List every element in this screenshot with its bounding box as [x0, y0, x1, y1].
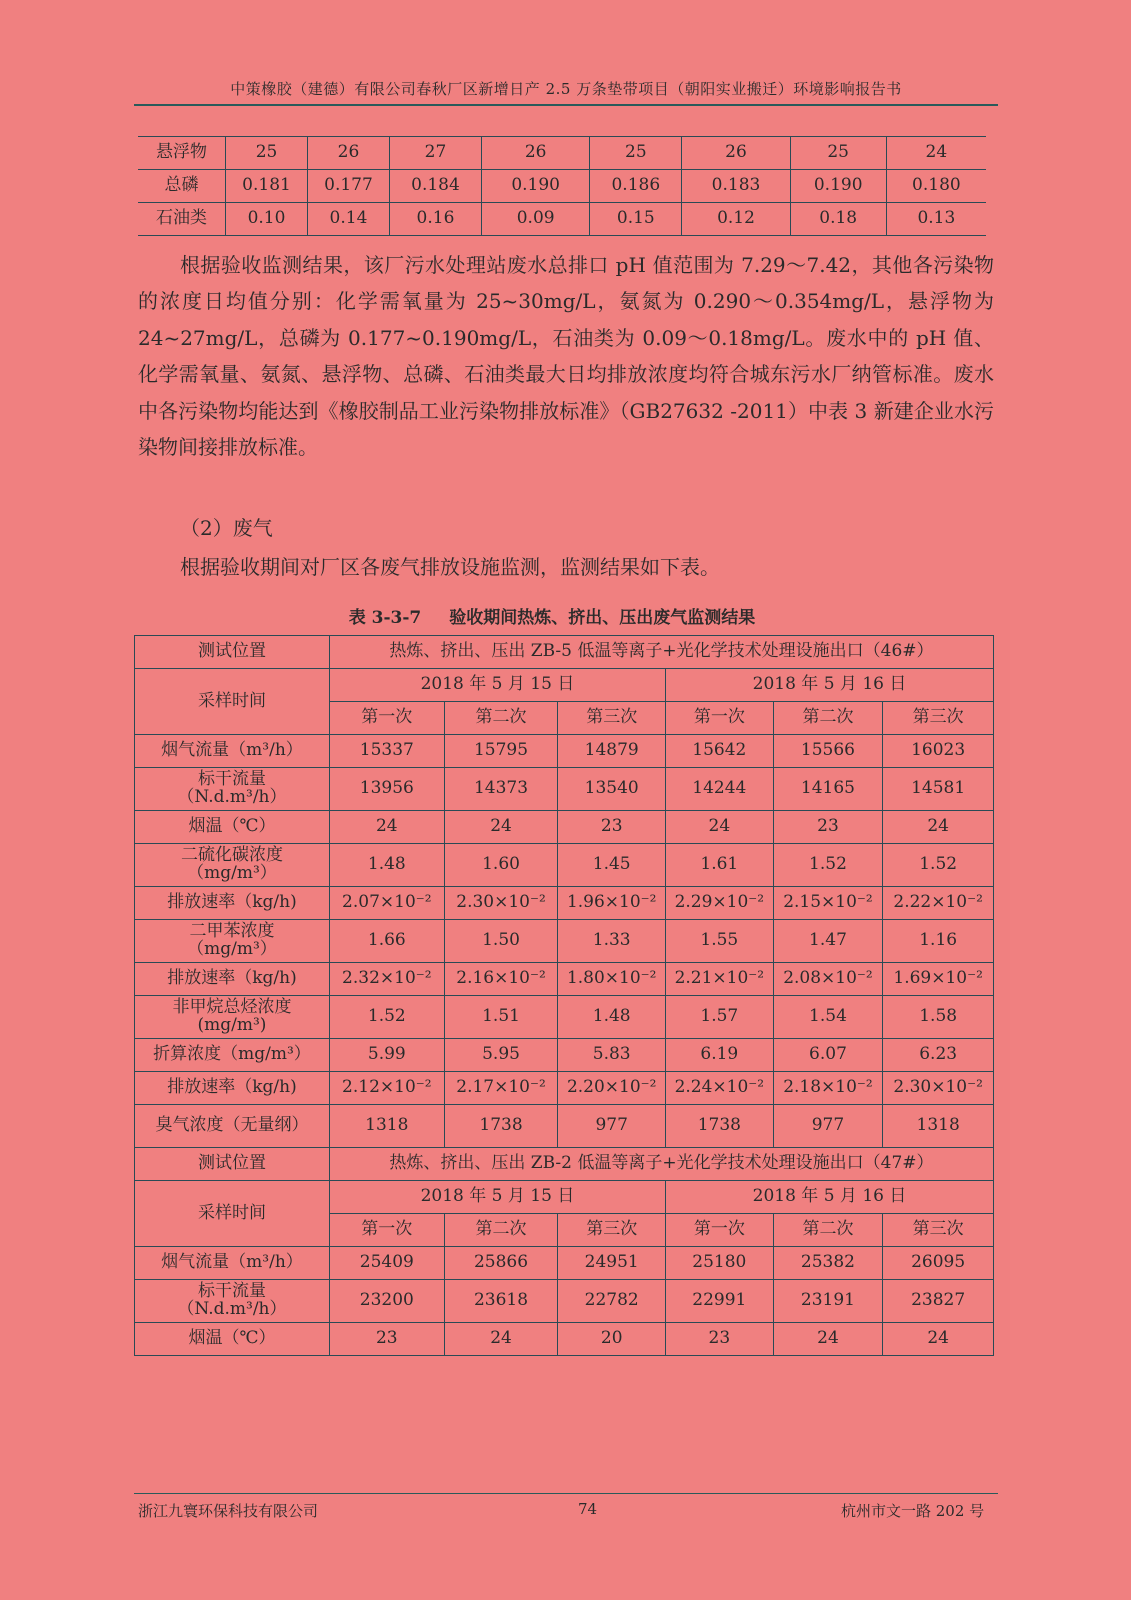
table-cell: 0.16	[389, 203, 481, 236]
table-cell: 20	[558, 1323, 666, 1356]
table-cell: 24	[886, 137, 986, 170]
row-label: 排放速率（kg/h)	[135, 1072, 330, 1105]
location-value: 热炼、挤出、压出 ZB-5 低温等离子+光化学技术处理设施出口（46#）	[329, 636, 993, 669]
table-cell: 977	[558, 1105, 666, 1148]
table-cell: 13540	[558, 768, 666, 811]
table-cell: 1.61	[666, 844, 774, 887]
table-cell: 1.51	[444, 996, 558, 1039]
row-label: 标干流量（N.d.m³/h）	[135, 1280, 330, 1323]
table-cell: 26095	[883, 1247, 994, 1280]
row-label: 总磷	[138, 170, 226, 203]
table-cell: 26	[307, 137, 389, 170]
row-label: 烟温（℃）	[135, 811, 330, 844]
run-header: 第三次	[558, 1214, 666, 1247]
header-rule	[134, 104, 998, 106]
table-row	[135, 920, 994, 963]
table-cell: 24	[666, 811, 774, 844]
table-cell: 1.66	[329, 920, 444, 963]
table-cell: 24	[444, 811, 558, 844]
table-cell: 25180	[666, 1247, 774, 1280]
table-row	[135, 996, 994, 1039]
table-cell: 2.08×10⁻²	[773, 963, 883, 996]
run-header: 第一次	[329, 702, 444, 735]
location-label: 测试位置	[135, 1148, 330, 1181]
table-cell: 2.07×10⁻²	[329, 887, 444, 920]
table-cell: 1.50	[444, 920, 558, 963]
table-cell: 26	[682, 137, 790, 170]
table-cell: 1.96×10⁻²	[558, 887, 666, 920]
table-cell: 977	[773, 1105, 883, 1148]
table-cell: 26	[482, 137, 590, 170]
table-row	[135, 887, 994, 920]
date-header: 2018 年 5 月 15 日	[329, 1181, 665, 1214]
table-cell: 1.52	[329, 996, 444, 1039]
table-row	[135, 1072, 994, 1105]
table-row	[135, 735, 994, 768]
table-cell: 2.12×10⁻²	[329, 1072, 444, 1105]
table-cell: 0.184	[389, 170, 481, 203]
table-cell: 5.83	[558, 1039, 666, 1072]
table-cell: 6.19	[666, 1039, 774, 1072]
table-cell: 23	[329, 1323, 444, 1356]
exhaust-gas-intro-paragraph: 根据验收期间对厂区各废气排放设施监测，监测结果如下表。	[180, 555, 720, 579]
table-cell: 15337	[329, 735, 444, 768]
table-cell: 1.80×10⁻²	[558, 963, 666, 996]
table-row	[135, 811, 994, 844]
row-label: 二甲苯浓度（mg/m³）	[135, 920, 330, 963]
water-results-table-continued	[138, 136, 986, 236]
table-cell: 1.60	[444, 844, 558, 887]
table-row	[135, 1247, 994, 1280]
table-cell: 0.177	[307, 170, 389, 203]
table-row	[135, 844, 994, 887]
table-cell: 23	[666, 1323, 774, 1356]
table-cell: 2.15×10⁻²	[773, 887, 883, 920]
table-cell: 1.16	[883, 920, 994, 963]
footer-address: 杭州市文一路 202 号	[841, 1502, 985, 1520]
table-cell: 2.24×10⁻²	[666, 1072, 774, 1105]
table-row	[135, 1148, 994, 1181]
table-cell: 6.07	[773, 1039, 883, 1072]
table-cell: 0.190	[482, 170, 590, 203]
table-cell: 1.48	[329, 844, 444, 887]
table-cell: 1.45	[558, 844, 666, 887]
table-cell: 2.17×10⁻²	[444, 1072, 558, 1105]
table-cell: 24	[329, 811, 444, 844]
run-header: 第二次	[773, 1214, 883, 1247]
table-cell: 1.33	[558, 920, 666, 963]
table-cell: 25382	[773, 1247, 883, 1280]
table-cell: 14244	[666, 768, 774, 811]
row-label: 标干流量（N.d.m³/h）	[135, 768, 330, 811]
table-cell: 2.30×10⁻²	[444, 887, 558, 920]
row-label: 二硫化碳浓度（mg/m³）	[135, 844, 330, 887]
exhaust-gas-monitoring-table	[134, 635, 994, 1356]
table-cell: 2.21×10⁻²	[666, 963, 774, 996]
run-header: 第一次	[329, 1214, 444, 1247]
table-cell: 25866	[444, 1247, 558, 1280]
table-cell: 13956	[329, 768, 444, 811]
table-cell: 2.29×10⁻²	[666, 887, 774, 920]
table-cell: 1738	[666, 1105, 774, 1148]
run-header: 第三次	[883, 702, 994, 735]
table-cell: 1.57	[666, 996, 774, 1039]
table-cell: 24	[883, 1323, 994, 1356]
table-cell: 1.54	[773, 996, 883, 1039]
table-cell: 0.180	[886, 170, 986, 203]
row-label: 烟气流量（m³/h）	[135, 735, 330, 768]
run-header: 第二次	[773, 702, 883, 735]
table-cell: 1.58	[883, 996, 994, 1039]
row-label: 非甲烷总烃浓度(mg/m³)	[135, 996, 330, 1039]
run-header: 第一次	[666, 702, 774, 735]
table-cell: 14373	[444, 768, 558, 811]
footer-page-number: 74	[578, 1500, 598, 1518]
table-cell: 15795	[444, 735, 558, 768]
date-header: 2018 年 5 月 16 日	[666, 669, 994, 702]
table-cell: 23618	[444, 1280, 558, 1323]
table-cell: 2.20×10⁻²	[558, 1072, 666, 1105]
run-header: 第三次	[558, 702, 666, 735]
run-header: 第二次	[444, 702, 558, 735]
run-header: 第一次	[666, 1214, 774, 1247]
table-cell: 15642	[666, 735, 774, 768]
table-cell: 0.15	[590, 203, 682, 236]
row-label: 排放速率（kg/h)	[135, 963, 330, 996]
table-cell: 24	[883, 811, 994, 844]
table-cell: 1318	[883, 1105, 994, 1148]
table-cell: 1738	[444, 1105, 558, 1148]
table-cell: 5.95	[444, 1039, 558, 1072]
table-cell: 14879	[558, 735, 666, 768]
table-cell: 0.12	[682, 203, 790, 236]
table-cell: 23191	[773, 1280, 883, 1323]
table-row	[135, 636, 994, 669]
table-cell: 14581	[883, 768, 994, 811]
table-cell: 0.10	[226, 203, 308, 236]
table-row	[135, 963, 994, 996]
table-row	[135, 1323, 994, 1356]
water-results-paragraph: 根据验收监测结果，该厂污水处理站废水总排口 pH 值范围为 7.29～7.42，其他各污染物的浓度日均值分别：化学需氧量为 25~30mg/L，氨氮为 0.290～0.354mg/L，悬浮物为 24~27mg/L，总磷为 0.177~0.190mg/L，石油类为 0.09～0.18mg/L。废水中的 pH 值、化学需氧量、氨氮、悬浮物、总磷、石油类最大日均排放浓度均符合城东污水厂纳管标准。废水中各污染物均能达到《橡胶制品工业污染物排放标准》（GB27632 -2011）中表 3 新建企业水污染物间接排放标准。	[138, 253, 994, 460]
table-cell: 0.09	[482, 203, 590, 236]
table-cell: 0.186	[590, 170, 682, 203]
table-cell: 23	[558, 811, 666, 844]
table-cell: 6.23	[883, 1039, 994, 1072]
table-cell: 0.14	[307, 203, 389, 236]
date-header: 2018 年 5 月 16 日	[666, 1181, 994, 1214]
table-cell: 2.18×10⁻²	[773, 1072, 883, 1105]
table-row	[138, 137, 986, 170]
table-caption-number: 表 3-3-7	[348, 608, 422, 628]
row-label: 石油类	[138, 203, 226, 236]
run-header: 第二次	[444, 1214, 558, 1247]
row-label: 烟气流量（m³/h）	[135, 1247, 330, 1280]
table-cell: 0.18	[790, 203, 886, 236]
table-cell: 2.32×10⁻²	[329, 963, 444, 996]
table-cell: 25	[790, 137, 886, 170]
table-row	[135, 768, 994, 811]
table-row	[135, 669, 994, 702]
table-row	[138, 170, 986, 203]
table-cell: 23827	[883, 1280, 994, 1323]
table-cell: 23200	[329, 1280, 444, 1323]
sampling-time-label: 采样时间	[135, 669, 330, 735]
table-cell: 24951	[558, 1247, 666, 1280]
sampling-time-label: 采样时间	[135, 1181, 330, 1247]
date-header: 2018 年 5 月 15 日	[329, 669, 665, 702]
row-label: 烟温（℃）	[135, 1323, 330, 1356]
table-cell: 1.55	[666, 920, 774, 963]
table-cell: 22782	[558, 1280, 666, 1323]
table-cell: 1.52	[883, 844, 994, 887]
table-caption	[138, 603, 994, 628]
section-heading-exhaust-gas: （2）废气	[180, 516, 273, 540]
table-caption-title: 验收期间热炼、挤出、压出废气监测结果	[449, 608, 756, 628]
table-cell: 1318	[329, 1105, 444, 1148]
table-cell: 24	[773, 1323, 883, 1356]
footer-rule	[134, 1493, 998, 1494]
table-cell: 25409	[329, 1247, 444, 1280]
table-cell: 25	[590, 137, 682, 170]
table-cell: 0.183	[682, 170, 790, 203]
row-label: 折算浓度（mg/m³）	[135, 1039, 330, 1072]
table-cell: 27	[389, 137, 481, 170]
location-value: 热炼、挤出、压出 ZB-2 低温等离子+光化学技术处理设施出口（47#）	[329, 1148, 993, 1181]
table-cell: 1.52	[773, 844, 883, 887]
table-cell: 1.69×10⁻²	[883, 963, 994, 996]
table-cell: 15566	[773, 735, 883, 768]
footer-company: 浙江九寰环保科技有限公司	[138, 1502, 319, 1520]
table-row	[135, 1105, 994, 1148]
table-cell: 22991	[666, 1280, 774, 1323]
table-cell: 16023	[883, 735, 994, 768]
table-cell: 25	[226, 137, 308, 170]
table-cell: 2.30×10⁻²	[883, 1072, 994, 1105]
table-cell: 1.47	[773, 920, 883, 963]
table-row	[135, 1280, 994, 1323]
table-cell: 0.181	[226, 170, 308, 203]
table-row	[135, 1039, 994, 1072]
table-cell: 2.22×10⁻²	[883, 887, 994, 920]
row-label: 悬浮物	[138, 137, 226, 170]
table-cell: 0.13	[886, 203, 986, 236]
location-label: 测试位置	[135, 636, 330, 669]
table-cell: 1.48	[558, 996, 666, 1039]
table-cell: 5.99	[329, 1039, 444, 1072]
table-cell: 0.190	[790, 170, 886, 203]
table-row	[135, 1181, 994, 1214]
row-label: 排放速率（kg/h)	[135, 887, 330, 920]
page-header: 中策橡胶（建德）有限公司春秋厂区新增日产 2.5 万条垫带项目（朝阳实业搬迁）环境影响报告书	[230, 80, 902, 98]
row-label: 臭气浓度（无量纲）	[135, 1105, 330, 1148]
table-cell: 14165	[773, 768, 883, 811]
table-cell: 24	[444, 1323, 558, 1356]
table-cell: 2.16×10⁻²	[444, 963, 558, 996]
run-header: 第三次	[883, 1214, 994, 1247]
table-row	[138, 203, 986, 236]
table-cell: 23	[773, 811, 883, 844]
